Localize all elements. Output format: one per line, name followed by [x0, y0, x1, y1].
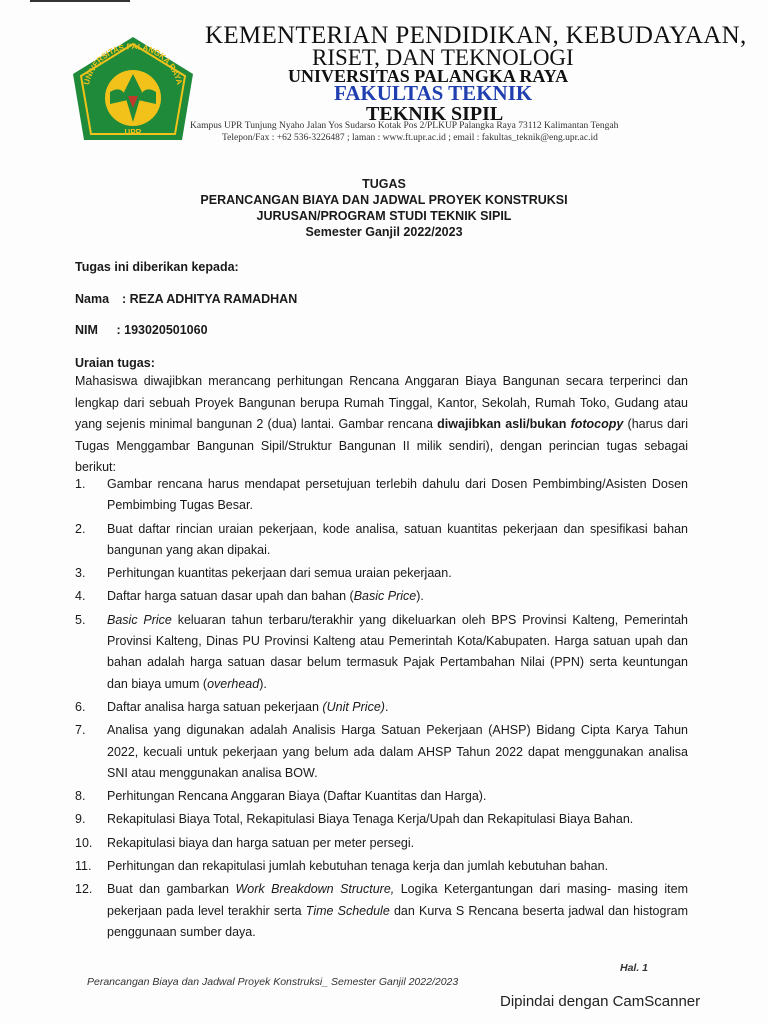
item-number: 11. [75, 859, 92, 874]
item-number: 3. [75, 566, 86, 581]
list-item [75, 697, 688, 718]
letterhead-university: UNIVERSITAS PALANGKA RAYA [288, 66, 569, 86]
name-value: : REZA ADHITYA RAMADHAN [122, 292, 298, 306]
list-item [75, 809, 688, 830]
list-item [75, 474, 688, 517]
top-rule [30, 0, 130, 2]
item-number: 9. [75, 812, 86, 827]
list-item [75, 856, 688, 877]
item-text: Rekapitulasi biaya dan harga satuan per meter persegi. [107, 835, 415, 850]
letterhead-ministry-line2: RISET, DAN TEKNOLOGI [312, 45, 574, 70]
item-text-em: Basic Price [353, 589, 417, 604]
name-label: Nama [75, 292, 110, 306]
given-to-label: Tugas ini diberikan kepada: [75, 260, 239, 274]
list-item [75, 879, 688, 943]
item-number: 6. [75, 699, 86, 714]
title-line2: PERANCANGAN BIAYA DAN JADWAL PROYEK KONSTRUKSI [200, 193, 568, 207]
title-line4: Semester Ganjil 2022/2023 [305, 225, 463, 239]
item-text-pre: Buat dan gambarkan [107, 882, 236, 897]
item-text-post2: ). [259, 676, 267, 691]
item-text: Gambar rencana harus mendapat persetujuan terlebih dahulu dari Dosen Pembimbing/Asisten Dosen Pembimbing Tugas Besar. [107, 477, 688, 513]
item-text-pre: Daftar harga satuan dasar upah dan bahan ( [107, 589, 354, 604]
item-number: 12. [75, 882, 93, 897]
intro-bold: diwajibkan asli/bukan [437, 417, 571, 431]
logo-emblem [105, 70, 161, 126]
task-list [75, 474, 688, 943]
item-number: 8. [75, 789, 86, 804]
list-item [75, 786, 688, 807]
description-paragraph [75, 371, 688, 479]
item-text: Perhitungan Rencana Anggaran Biaya (Daftar Kuantitas dan Harga). [107, 789, 487, 804]
nim-value: : 193020501060 [116, 323, 208, 337]
item-text-pre: Daftar analisa harga satuan pekerjaan [107, 699, 323, 714]
title-line1: TUGAS [362, 177, 406, 191]
list-item [75, 519, 688, 562]
logo-ring-text: UNIVERSITAS PALANGKA RAYA [82, 41, 184, 86]
item-text-post2: dan Kurva S Rencana beserta jadwal dan histogram penggunaan sumber daya. [107, 903, 688, 939]
intro-bold-italic: fotocopy [570, 417, 624, 431]
footer-course: Perancangan Biaya dan Jadwal Proyek Konstruksi_ Semester Ganjil 2022/2023 [87, 976, 459, 988]
page-number: Hal. 1 [620, 962, 649, 974]
list-item [75, 720, 688, 784]
item-text-em2: Time Schedule [305, 903, 390, 918]
description-heading: Uraian tugas: [75, 356, 155, 370]
item-number: 2. [75, 521, 86, 536]
name-row [75, 292, 297, 306]
scanner-watermark: Dipindai dengan CamScanner [500, 993, 701, 1010]
title-line3: JURUSAN/PROGRAM STUDI TEKNIK SIPIL [256, 209, 512, 223]
item-text-em: (Unit Price) [322, 699, 385, 714]
item-text: Buat daftar rincian uraian pekerjaan, kode analisa, satuan kuantitas pekerjaan dan spesifikasi bahan bangunan yang akan dipakai. [107, 521, 688, 557]
intro-part2: (harus dari Tugas Menggambar Bangunan Sipil/Struktur Bangunan II milik sendiri), dengan perincian tugas sebagai berikut: [75, 417, 688, 474]
nim-row [75, 323, 208, 337]
letterhead-address: Kampus UPR Tunjung Nyaho Jalan Yos Sudarso Kotak Pos 2/PLKUP Palangka Raya 73112 Kalimantan Tengah [190, 121, 619, 131]
item-text-post: . [384, 699, 389, 714]
item-number: 4. [75, 589, 86, 604]
item-text: Perhitungan kuantitas pekerjaan dari semua uraian pekerjaan. [107, 566, 452, 581]
item-number: 10. [75, 835, 93, 850]
item-number: 7. [75, 723, 86, 738]
item-text: Analisa yang digunakan adalah Analisis Harga Satuan Pekerjaan (AHSP) Bidang Cipta Karya Tahun 2022, kecuali untuk pekerjaan yang belum ada dalam AHSP Tahun 2022 dapat menggunakan analisa SNI atau menggunakan analisa BOW. [107, 723, 688, 780]
item-text-em2: overhead [207, 676, 260, 691]
item-text-em: Basic Price [107, 612, 172, 627]
item-number: 5. [75, 612, 86, 627]
list-item [75, 563, 688, 584]
letterhead-faculty: FAKULTAS TEKNIK [334, 81, 533, 105]
nim-label: NIM [75, 323, 98, 337]
item-number: 1. [75, 477, 86, 491]
logo-bottom-text: UPR [124, 128, 142, 137]
list-item [75, 586, 688, 607]
letterhead-ministry-line1: KEMENTERIAN PENDIDIKAN, KEBUDAYAAN, [205, 22, 747, 49]
university-logo [70, 34, 196, 144]
item-text-post: Logika Ketergantungan dari masing- masing item pekerjaan pada level terakhir serta [107, 882, 688, 918]
item-text-post: ). [416, 589, 424, 604]
item-text: Perhitungan dan rekapitulasi jumlah kebutuhan tenaga kerja dan jumlah kebutuhan bahan. [107, 859, 609, 874]
list-item [75, 610, 688, 695]
item-text-post: keluaran tahun terbaru/terakhir yang dikeluarkan oleh BPS Provinsi Kalteng, Pemerintah Provinsi Kalteng, Dinas PU Provinsi Kalteng atau Pemerintah Kota/Kabupaten. Harga satuan upah dan bahan adalah harga satuan dasar belum termasuk Pajak Pertambahan Nilai (PPN) serta keuntungan dan biaya umum ( [107, 612, 688, 691]
list-item [75, 833, 688, 854]
item-text: Rekapitulasi Biaya Total, Rekapitulasi Biaya Tenaga Kerja/Upah dan Rekapitulasi Biaya Bahan. [107, 812, 634, 827]
letterhead-department: TEKNIK SIPIL [366, 103, 504, 125]
intro-part1: Mahasiswa diwajibkan merancang perhitungan Rencana Anggaran Biaya Bangunan secara terperinci dan lengkap dari sebuah Proyek Bangunan berupa Rumah Tinggal, Kantor, Sekolah, Rumah Toko, Gudang atau yang sejenis minimal bangunan 2 (dua) lantai. Gambar rencana [75, 374, 688, 431]
letterhead-contact: Telepon/Fax : +62 536-3226487 ; laman : www.ft.upr.ac.id ; email : fakultas_teknik@eng.upr.ac.id [222, 133, 598, 143]
item-text-em: Work Breakdown Structure, [235, 882, 395, 897]
